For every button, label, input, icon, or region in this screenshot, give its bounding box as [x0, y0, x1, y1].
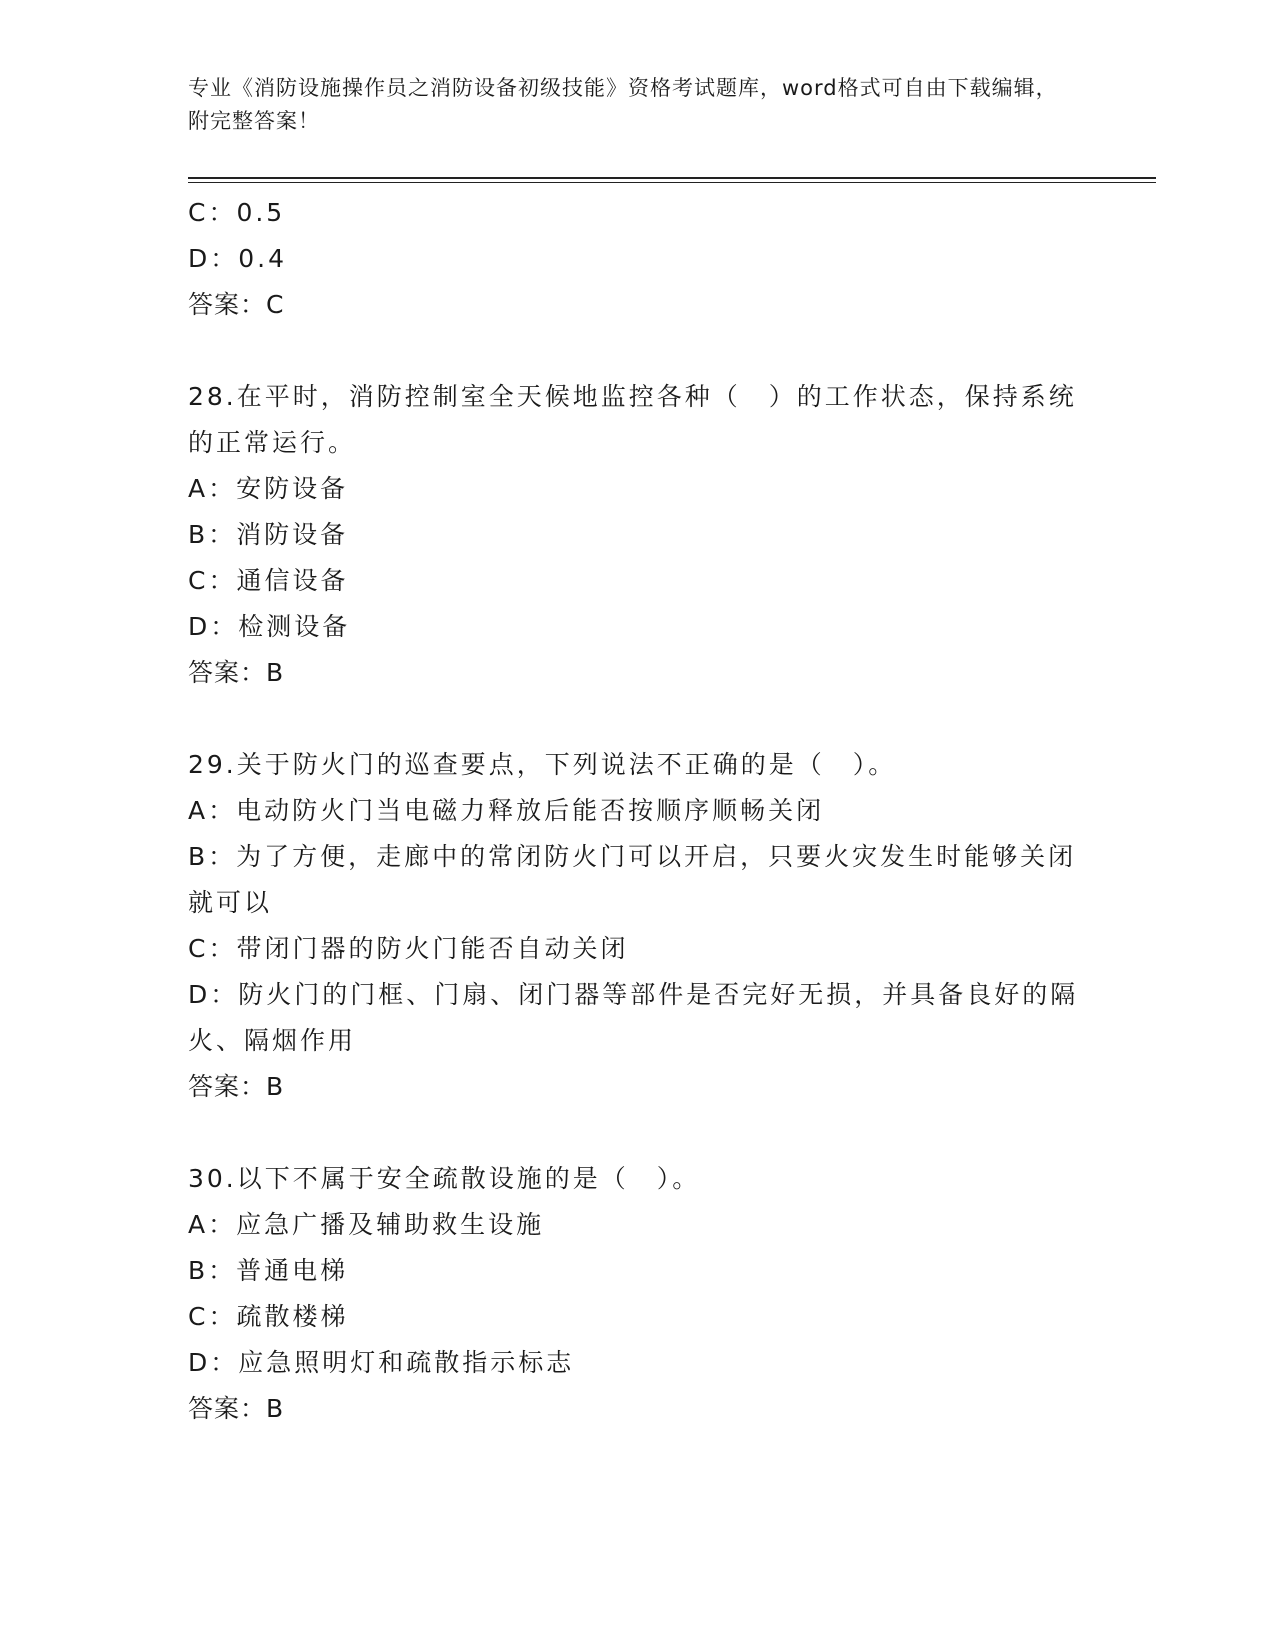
header-divider-thin: [188, 182, 1156, 183]
question-stem: 30.以下不属于安全疏散设施的是（ ）。: [188, 1164, 701, 1193]
question-block-prev: [188, 190, 1088, 328]
question-stem: 28.在平时，消防控制室全天候地监控各种（ ）的工作状态，保持系统的正常运行。: [188, 382, 1077, 457]
spacer: [188, 328, 1088, 374]
option-d: D：0.4: [188, 244, 288, 273]
option-a: A：安防设备: [188, 474, 349, 503]
option-c: C：0.5: [188, 198, 286, 227]
question-block-30: [188, 1156, 1088, 1432]
spacer: [188, 1110, 1088, 1156]
document-header: [188, 72, 1068, 138]
question-stem: 29.关于防火门的巡查要点，下列说法不正确的是（ ）。: [188, 750, 897, 779]
option-a: A：应急广播及辅助救生设施: [188, 1210, 545, 1239]
option-b: B：消防设备: [188, 520, 349, 549]
question-list: [188, 190, 1088, 1432]
option-c: C：疏散楼梯: [188, 1302, 349, 1331]
question-block-28: [188, 374, 1088, 696]
header-divider: [188, 177, 1156, 179]
option-d: D：防火门的门框、门扇、闭门器等部件是否完好无损，并具备良好的隔火、隔烟作用: [188, 980, 1079, 1055]
option-d: D：应急照明灯和疏散指示标志: [188, 1348, 575, 1377]
option-d: D：检测设备: [188, 612, 351, 641]
spacer: [188, 696, 1088, 742]
option-b: B：普通电梯: [188, 1256, 349, 1285]
answer-line: 答案：B: [188, 658, 285, 687]
option-c: C：带闭门器的防火门能否自动关闭: [188, 934, 629, 963]
option-a: A：电动防火门当电磁力释放后能否按顺序顺畅关闭: [188, 796, 825, 825]
question-block-29: [188, 742, 1088, 1110]
answer-line: 答案：B: [188, 1072, 285, 1101]
answer-line: 答案：C: [188, 290, 285, 319]
option-b: B：为了方便，走廊中的常闭防火门可以开启，只要火灾发生时能够关闭就可以: [188, 842, 1077, 917]
option-c: C：通信设备: [188, 566, 349, 595]
answer-line: 答案：B: [188, 1394, 285, 1423]
header-title: 专业《消防设施操作员之消防设备初级技能》资格考试题库，word格式可自由下载编辑，附完整答案！: [188, 76, 1058, 133]
